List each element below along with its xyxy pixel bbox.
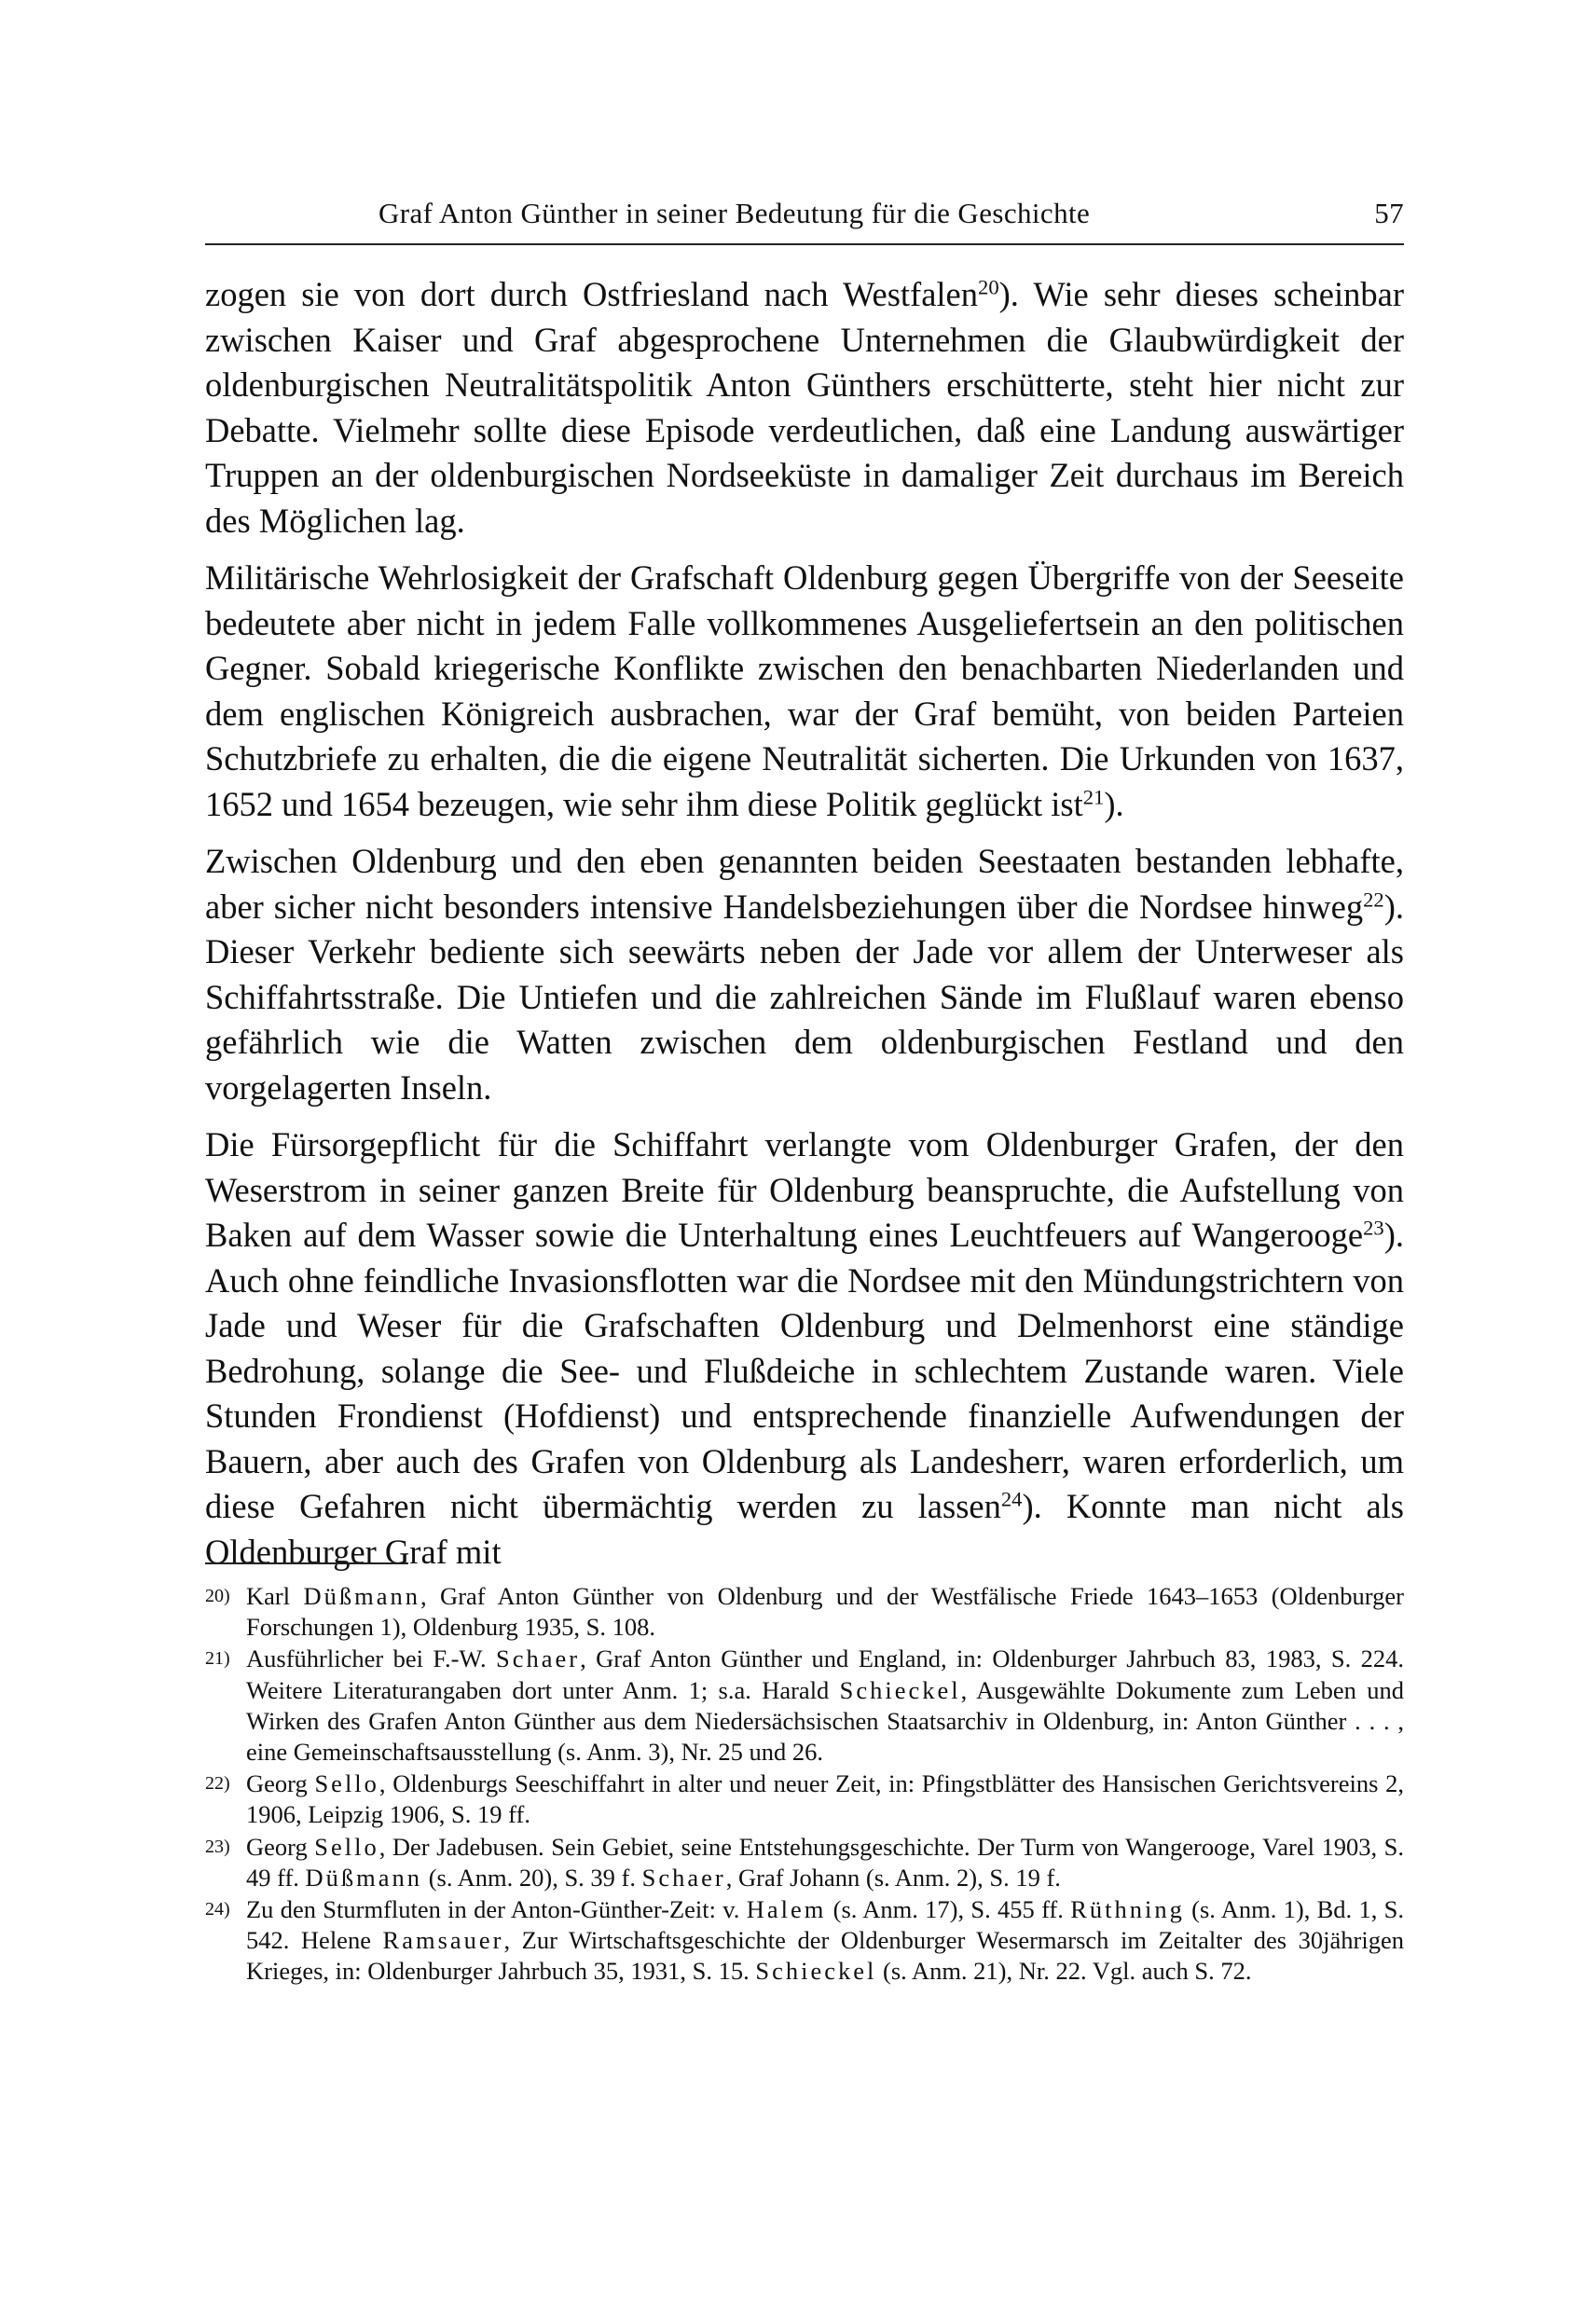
- text-run: ). Auch ohne feindliche Invasionsflotten war die Nordsee mit den Mündungstrichtern von Jade und Weser für die Grafschaften Oldenburg und Delmenhorst eine ständige Bedrohung, solange die See- und Flußdeiche in schlechtem Zustande waren. Viele Stunden Frondienst (Hofdienst) und entsprechende finanzielle Aufwendungen der Bauern, aber auch des Grafen von Oldenburg als Landesherr, waren erforderlich, um diese Gefahren nicht übermächtig werden zu lassen: [205, 1216, 1404, 1525]
- footnote: [205, 1581, 1404, 1643]
- footnote-text: Georg: [246, 1832, 315, 1861]
- author-name: Halem: [746, 1895, 827, 1924]
- paragraph-1: [205, 272, 1404, 544]
- author-name: Rüthning: [1070, 1895, 1185, 1924]
- footnote-ref-23[interactable]: 23: [1363, 1216, 1384, 1240]
- footnote-ref-22[interactable]: 22: [1363, 888, 1384, 912]
- footnote-ref-20[interactable]: 20: [978, 275, 999, 299]
- author-name: Schieckel: [755, 1957, 877, 1986]
- author-name: Sello: [314, 1769, 379, 1798]
- footnote: [205, 1644, 1404, 1768]
- footnote: [205, 1894, 1404, 1988]
- text-run: ). Dieser Verkehr bediente sich seewärts neben der Jade vor allem der Unterweser als Schiffahrtsstraße. Die Untiefen und die zahlreichen Sände im Flußlauf waren ebenso gefährlich wie die Watten zwischen dem oldenburgischen Festland und den vorgelagerten Inseln.: [205, 887, 1404, 1107]
- footnote-divider: [205, 1562, 408, 1564]
- footnote-number: 20): [205, 1586, 230, 1606]
- text-run: Die Fürsorgepflicht für die Schiffahrt verlangte vom Oldenburger Grafen, der den Weserstrom in seiner ganzen Breite für Oldenburg beanspruchte, die Aufstellung von Baken auf dem Wasser sowie die Unterhaltung eines Leuchtfeuers auf Wangerooge: [205, 1125, 1404, 1254]
- paragraph-3: [205, 839, 1404, 1110]
- author-name: Schaer: [641, 1863, 726, 1892]
- footnote-ref-24[interactable]: 24: [1000, 1487, 1023, 1511]
- body-text: [205, 272, 1404, 1587]
- text-run: Zwischen Oldenburg und den eben genannten beiden Seestaaten bestanden lebhafte, aber sicher nicht besonders intensive Handelsbeziehungen über die Nordsee hinweg: [205, 842, 1404, 926]
- footnote-text: , Graf Anton Günther von Oldenburg und der Westfälische Friede 1643–1653 (Oldenburger Forschungen 1), Oldenburg 1935, S. 108.: [246, 1582, 1404, 1642]
- footnote-text: Ausführlicher bei F.-W.: [246, 1645, 497, 1673]
- footnote-text: , Graf Johann (s. Anm. 2), S. 19 f.: [725, 1863, 1061, 1892]
- page-number: 57: [1374, 197, 1404, 229]
- text-run: Militärische Wehrlosigkeit der Grafschaft Oldenburg gegen Übergriffe von der Seeseite bedeutete aber nicht in jedem Falle vollkommenes Ausgeliefertsein an den politischen Gegner. Sobald kriegerische Konflikte zwischen den benachbarten Niederlanden und dem englischen Königreich ausbrachen, war der Graf bemüht, von beiden Parteien Schutzbriefe zu erhalten, die die eigene Neutralität sicherten. Die Urkunden von 1637, 1652 und 1654 bezeugen, wie sehr ihm diese Politik geglückt ist: [205, 558, 1404, 823]
- text-run: ). Konnte man nicht als Oldenburger Graf mit: [205, 1487, 1404, 1571]
- footnote: [205, 1832, 1404, 1893]
- running-header: [205, 191, 1404, 245]
- footnote-text: Zu den Sturmfluten in der Anton-Günther-Zeit: v.: [246, 1895, 747, 1924]
- footnote-number: 23): [205, 1836, 230, 1857]
- footnote-text: (s. Anm. 1), Bd. 1, S. 542. Helene: [246, 1895, 1404, 1955]
- footnote-number: 22): [205, 1773, 230, 1795]
- author-name: Schaer: [496, 1645, 581, 1673]
- footnote-text: Georg: [246, 1769, 315, 1798]
- footnote-text: , Ausgewählte Dokumente zum Leben und Wirken des Grafen Anton Günther aus dem Niedersächsischen Staatsarchiv in Oldenburg, in: Anton Günther . . . , eine Gemeinschaftsausstellung (s. Anm. 3), Nr. 25 und 26.: [246, 1675, 1405, 1767]
- paragraph-2: [205, 556, 1404, 827]
- footnote-text: Karl: [246, 1582, 304, 1610]
- footnote-number: 21): [205, 1648, 230, 1670]
- author-name: Sello: [314, 1832, 379, 1861]
- footnotes: [205, 1581, 1404, 1989]
- text-run: ). Wie sehr dieses scheinbar zwischen Kaiser und Graf abgesprochene Unternehmen die Glaubwürdigkeit der oldenburgischen Neutralitätspolitik Anton Günthers erschütterte, steht hier nicht zur Debatte. Vielmehr sollte diese Episode verdeutlichen, daß eine Landung auswärtiger Truppen an der oldenburgischen Nordseeküste in damaliger Zeit durchaus im Bereich des Möglichen lag.: [205, 275, 1404, 540]
- footnote-text: (s. Anm. 21), Nr. 22. Vgl. auch S. 72.: [876, 1957, 1252, 1986]
- author-name: Ramsauer: [382, 1926, 504, 1955]
- footnote-ref-21[interactable]: 21: [1082, 785, 1105, 809]
- paragraph-4: [205, 1122, 1404, 1575]
- author-name: Düßmann: [303, 1582, 421, 1610]
- footnote-text: (s. Anm. 17), S. 455 ff.: [826, 1895, 1071, 1924]
- footnote-text: , Graf Anton Günther und England, in: Oldenburger Jahrbuch 83, 1983, S. 224. Weitere Literaturangaben dort unter Anm. 1; s.a. Harald: [246, 1645, 1404, 1704]
- running-title: Graf Anton Günther in seiner Bedeutung für die Geschichte: [378, 197, 1091, 229]
- author-name: Schieckel: [839, 1675, 961, 1704]
- text-run: ).: [1104, 784, 1124, 823]
- footnote-text: , Zur Wirtschaftsgeschichte der Oldenburger Wesermarsch im Zeitalter des 30jährigen Krieges, in: Oldenburger Jahrbuch 35, 1931, S. 15.: [246, 1926, 1404, 1986]
- footnote: [205, 1768, 1404, 1830]
- footnote-text: , Der Jadebusen. Sein Gebiet, seine Entstehungsgeschichte. Der Turm von Wangerooge, Varel 1903, S. 49 ff.: [246, 1832, 1404, 1892]
- footnote-text: (s. Anm. 20), S. 39 f.: [422, 1863, 642, 1892]
- footnote-text: , Oldenburgs Seeschiffahrt in alter und neuer Zeit, in: Pfingstblätter des Hansischen Gerichtsvereins 2, 1906, Leipzig 1906, S. 19 ff.: [246, 1769, 1404, 1829]
- text-run: zogen sie von dort durch Ostfriesland nach Westfalen: [205, 275, 978, 313]
- footnote-number: 24): [205, 1899, 230, 1920]
- author-name: Düßmann: [305, 1863, 423, 1892]
